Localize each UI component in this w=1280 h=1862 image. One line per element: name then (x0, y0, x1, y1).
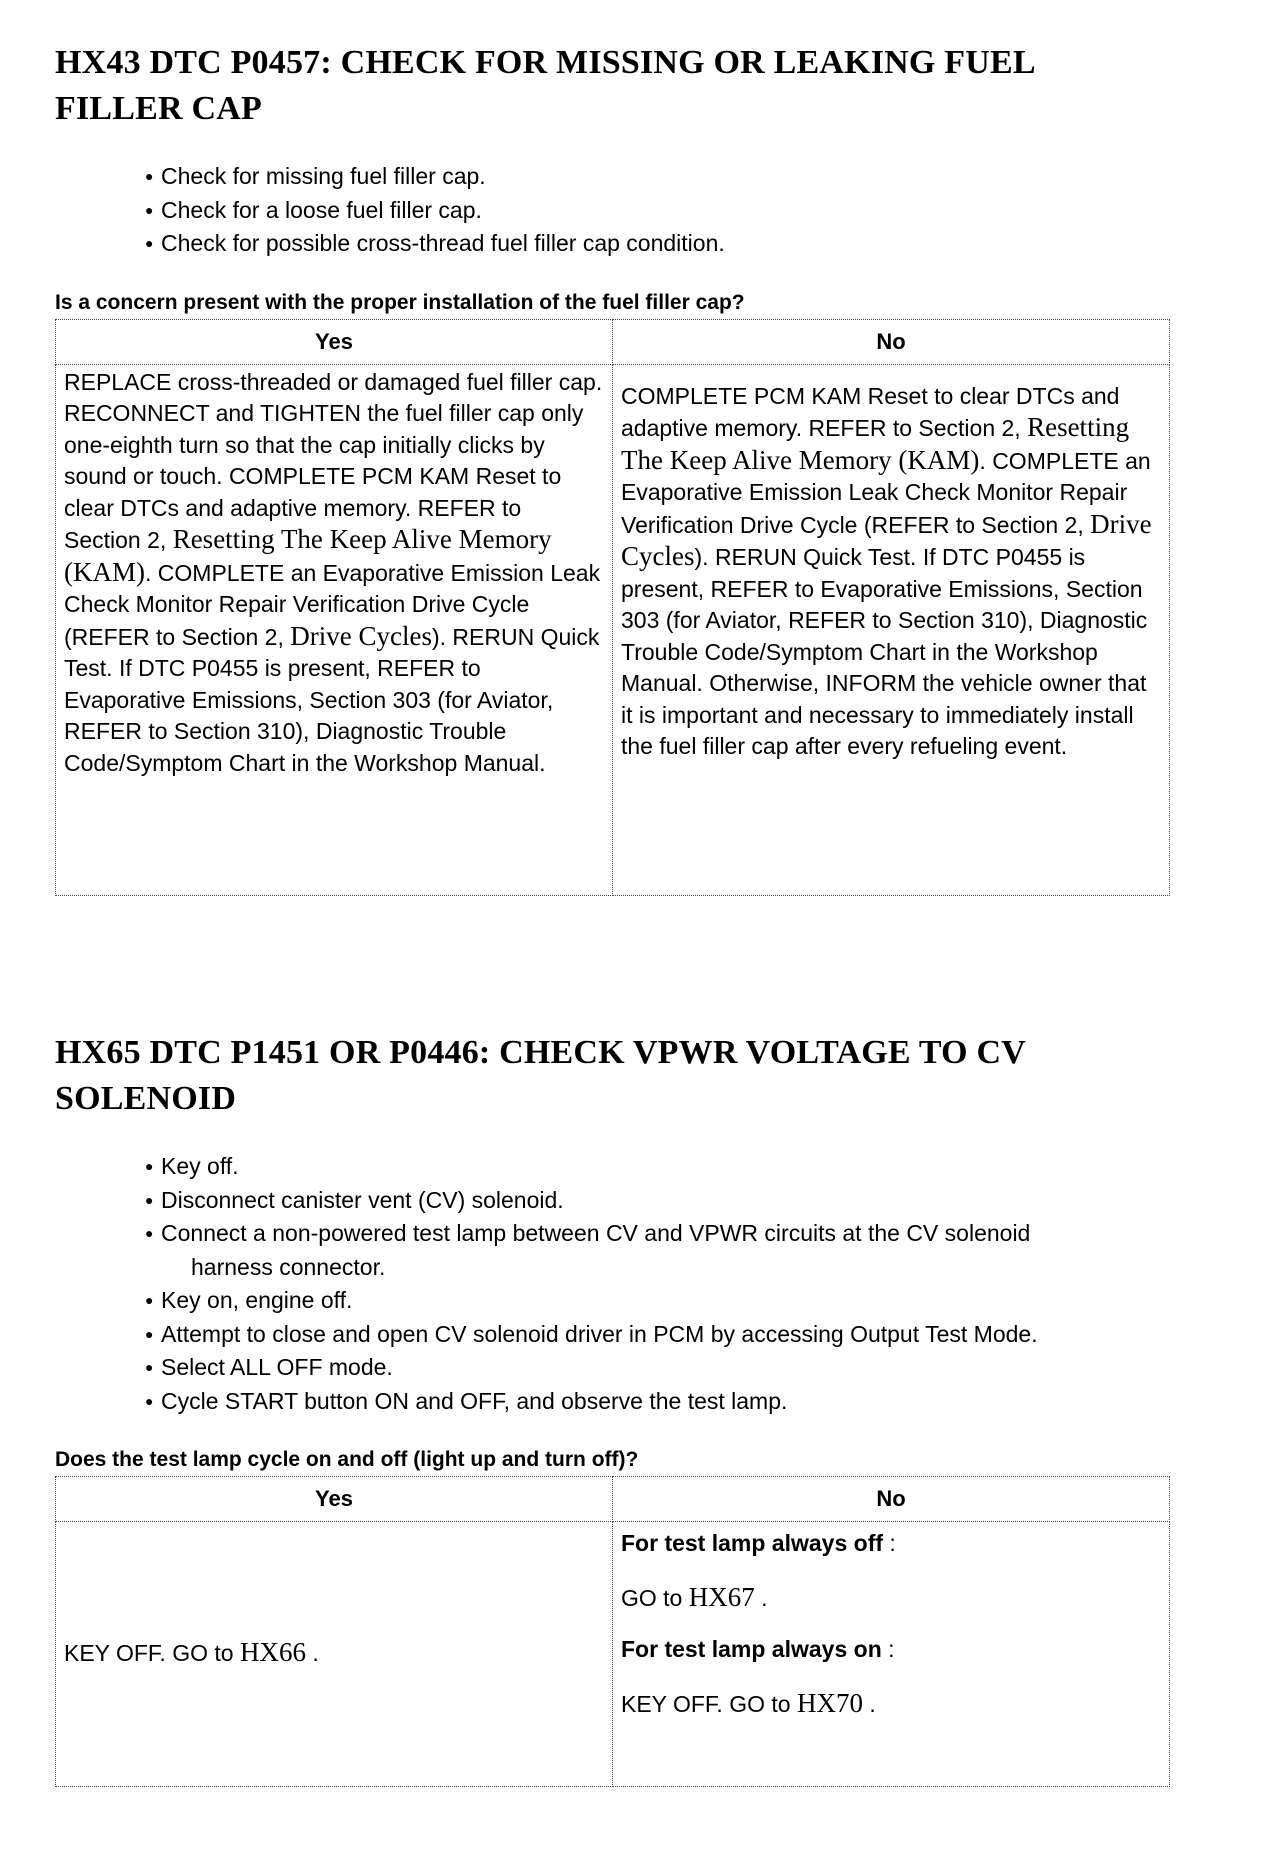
link-hx67[interactable]: HX67 (688, 1581, 755, 1612)
list-item: ● Check for a loose fuel filler cap. (145, 194, 1170, 228)
no-cell: For test lamp always off : GO to HX67 . For test lamp always on : KEY OFF. GO to HX70 . (613, 1522, 1170, 1787)
list-item: ● Cycle START button ON and OFF, and observe the test lamp. (145, 1385, 1170, 1419)
yes-header: Yes (56, 319, 613, 364)
bullet-icon: ● (145, 235, 154, 251)
yes-cell: KEY OFF. GO to HX66 . (56, 1522, 613, 1787)
link-drive-cycles[interactable]: Drive Cycles (290, 620, 432, 651)
section-title (55, 40, 1170, 132)
list-item: ● Disconnect canister vent (CV) solenoid. (145, 1184, 1170, 1218)
list-item: ● Connect a non-powered test lamp between CV and VPWR circuits at the CV solenoid harness connector. (145, 1217, 1170, 1284)
link-resetting-kam[interactable]: Resetting The Keep Alive Memory (KAM) (64, 524, 552, 587)
section-hx65 (55, 1030, 1170, 1787)
title-line-1: HX43 DTC P0457: CHECK FOR MISSING OR LEAKING FUEL (55, 44, 1036, 81)
title-line-2: SOLENOID (55, 1080, 237, 1117)
list-item: ● Check for possible cross-thread fuel filler cap condition. (145, 227, 1170, 261)
no-header: No (613, 319, 1170, 364)
no-header: No (613, 1477, 1170, 1522)
yes-header: Yes (56, 1477, 613, 1522)
bullet-icon: ● (145, 201, 154, 218)
yes-cell: REPLACE cross-threaded or damaged fuel filler cap. RECONNECT and TIGHTEN the fuel filler cap only one-eighth turn so that the cap initially clicks by sound or touch. COMPLETE PCM KAM Reset to clear DTCs and adaptive memory. REFER to Section 2, Resetting The Keep Alive Memory (KAM). COMPLETE an Evaporative Emission Leak Check Monitor Repair Verification Drive Cycle (REFER to Section 2, Drive Cycles). RERUN Quick Test. If DTC P0455 is present, REFER to Evaporative Emissions, Section 303 (for Aviator, REFER to Section 310), Diagnostic Trouble Code/Symptom Chart in the Workshop Manual. (56, 364, 613, 895)
no-cell: COMPLETE PCM KAM Reset to clear DTCs and adaptive memory. REFER to Section 2, Resetting The Keep Alive Memory (KAM). COMPLETE an Evaporative Emission Leak Check Monitor Repair Verification Drive Cycle (REFER to Section 2, Drive Cycles). RERUN Quick Test. If DTC P0455 is present, REFER to Evaporative Emissions, Section 303 (for Aviator, REFER to Section 310), Diagnostic Trouble Code/Symptom Chart in the Workshop Manual. Otherwise, INFORM the vehicle owner that it is important and necessary to immediately install the fuel filler cap after every refueling event. (613, 364, 1170, 895)
question: Is a concern present with the proper installation of the fuel filler cap? (55, 290, 745, 314)
bullet-icon: ● (145, 1191, 154, 1208)
bullet-icon: ● (145, 1225, 154, 1241)
list-item: ● Key off. (145, 1150, 1170, 1184)
list-item: ● Attempt to close and open CV solenoid driver in PCM by accessing Output Test Mode. (145, 1318, 1170, 1352)
list-item: ● Select ALL OFF mode. (145, 1351, 1170, 1385)
bullet-icon: ● (145, 1359, 154, 1375)
link-drive-cycles[interactable]: Drive Cycles (621, 508, 1152, 571)
bullet-icon: ● (145, 1392, 154, 1409)
bullet-icon: ● (145, 1325, 154, 1342)
bullet-icon: ● (145, 1292, 154, 1308)
title-line-1: HX65 DTC P1451 OR P0446: CHECK VPWR VOLTAGE TO CV (55, 1034, 1026, 1071)
decision-table (55, 1476, 1170, 1787)
decision-table (55, 319, 1170, 896)
section-hx43 (55, 40, 1170, 896)
link-hx66[interactable]: HX66 (239, 1636, 306, 1667)
bullet-icon: ● (145, 168, 154, 184)
step-list (145, 1150, 1170, 1418)
list-item: ● Key on, engine off. (145, 1284, 1170, 1318)
section-title (55, 1030, 1170, 1122)
title-line-2: FILLER CAP (55, 90, 262, 127)
link-hx70[interactable]: HX70 (796, 1687, 863, 1718)
list-item: ● Check for missing fuel filler cap. (145, 160, 1170, 194)
link-resetting-kam[interactable]: Resetting The Keep Alive Memory (KAM) (621, 412, 1130, 475)
bullet-icon: ● (145, 1158, 154, 1174)
question: Does the test lamp cycle on and off (light up and turn off)? (55, 1448, 639, 1471)
step-list (145, 160, 1170, 261)
